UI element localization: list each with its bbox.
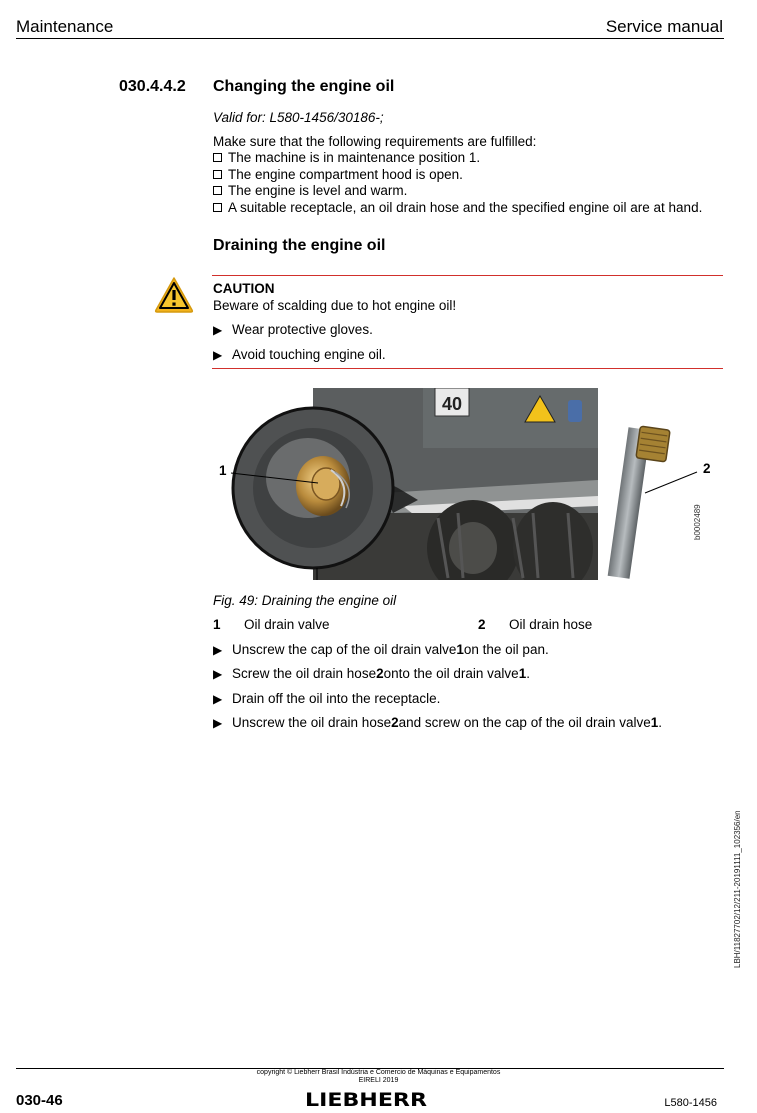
requirement-item: The engine compartment hood is open. [213, 167, 702, 184]
valid-for: Valid for: L580-1456/30186-; [213, 110, 384, 125]
side-document-id: LBH/11827702/12/211-20191111_102356/en [733, 810, 742, 968]
requirements-intro: Make sure that the following requirements are fulfilled: [213, 134, 537, 149]
section-title: Changing the engine oil [213, 78, 395, 95]
requirement-item: A suitable receptacle, an oil drain hose and the specified engine oil are at hand. [213, 200, 702, 217]
checkbox-icon [213, 170, 222, 179]
header-section-title: Maintenance [16, 17, 114, 36]
figure-id: b0002489 [693, 504, 702, 540]
arrow-bullet-icon: ▶ [213, 692, 223, 706]
subsection-title: Draining the engine oil [213, 237, 386, 254]
procedure-step: ▶ Screw the oil drain hose 2 onto the oil drain valve 1 . [213, 666, 530, 681]
figure-caption: Fig. 49: Draining the engine oil [213, 593, 397, 608]
procedure-step: ▶ Drain off the oil into the receptacle. [213, 691, 441, 706]
arrow-bullet-icon: ▶ [213, 323, 223, 337]
legend-number: 2 [478, 617, 486, 632]
checkbox-icon [213, 203, 222, 212]
callout-1: 1 [219, 463, 227, 478]
legend-label: Oil drain valve [244, 617, 330, 632]
arrow-bullet-icon: ▶ [213, 716, 223, 730]
callout-2: 2 [703, 461, 711, 476]
warning-triangle-icon [153, 275, 195, 315]
requirements-list [213, 150, 702, 216]
arrow-bullet-icon: ▶ [213, 643, 223, 657]
procedure-step: ▶ Unscrew the oil drain hose 2 and screw on the cap of the oil drain valve 1 . [213, 715, 663, 730]
speed-sign: 40 [441, 394, 463, 414]
caution-rule-bottom [212, 368, 723, 369]
caution-rule-top [212, 275, 723, 276]
section-number: 030.4.4.2 [119, 78, 186, 95]
model-number: L580-1456 [664, 1097, 717, 1109]
legend-label: Oil drain hose [509, 617, 593, 632]
checkbox-icon [213, 186, 222, 195]
arrow-bullet-icon: ▶ [213, 667, 223, 681]
checkbox-icon [213, 153, 222, 162]
requirement-item: The engine is level and warm. [213, 183, 702, 200]
legend-number: 1 [213, 617, 221, 632]
caution-step: ▶ Wear protective gloves. [213, 322, 373, 337]
copyright: copyright © Liebherr Brasil Indústria e Comercio de Máquinas e Equipamentos EIRELI 2019 [256, 1069, 501, 1084]
header-rule [16, 38, 724, 39]
liebherr-logo [300, 1088, 432, 1110]
requirement-item: The machine is in maintenance position 1. [213, 150, 702, 167]
svg-text:LIEBHERR: LIEBHERR [305, 1089, 428, 1110]
caution-text: Beware of scalding due to hot engine oil! [213, 298, 457, 313]
caution-word: CAUTION [213, 281, 275, 296]
oil-drain-figure [213, 388, 723, 580]
header-manual-title: Service manual [605, 17, 723, 36]
procedure-step: ▶ Unscrew the cap of the oil drain valve 1 on the oil pan. [213, 642, 549, 657]
page-number: 030-46 [16, 1092, 63, 1109]
caution-step: ▶ Avoid touching engine oil. [213, 347, 386, 362]
arrow-bullet-icon: ▶ [213, 348, 223, 362]
